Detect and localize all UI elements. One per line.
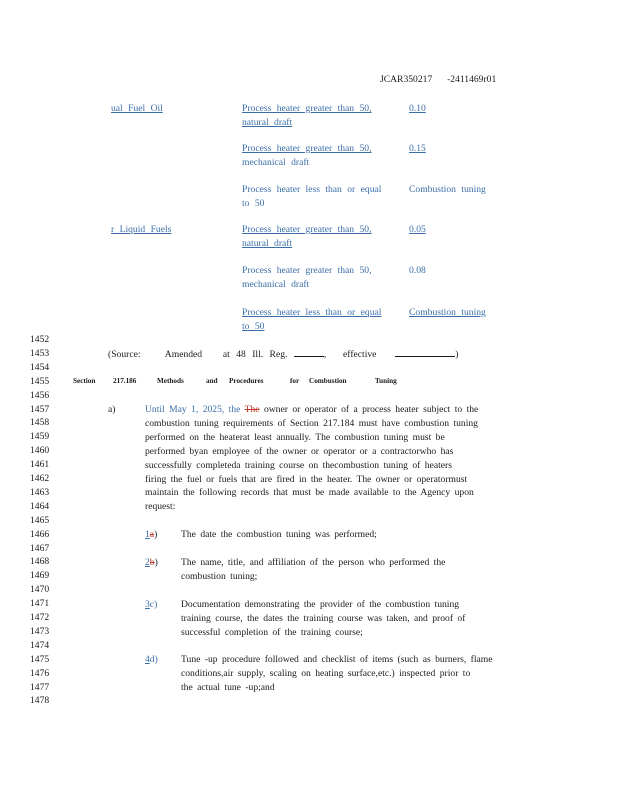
item-text bbox=[181, 598, 465, 640]
item-marker bbox=[145, 556, 158, 569]
item-line: The date the combustion tuning was performed; bbox=[181, 529, 377, 540]
line-number: 1454 bbox=[30, 361, 50, 373]
item-close: ) bbox=[154, 557, 158, 568]
line-number: 1461 bbox=[30, 459, 50, 471]
table-cell-process: Process heater less than or equal bbox=[242, 184, 382, 195]
table-cell-process: natural draft bbox=[242, 238, 293, 249]
paragraph-line: request: bbox=[145, 501, 176, 513]
item-new-number: 4 bbox=[145, 654, 150, 665]
item-line: Tune -up procedure followed and checklist of items (such as burners, flame bbox=[181, 654, 493, 665]
item-line: Documentation demonstrating the provider of the combustion tuning bbox=[181, 599, 460, 610]
line-number: 1460 bbox=[30, 445, 50, 457]
table-cell-value: 0.15 bbox=[409, 143, 426, 154]
line-number: 1463 bbox=[30, 486, 50, 498]
table-cell-fuel: r Liquid Fuels bbox=[111, 224, 172, 235]
line-number: 1470 bbox=[30, 584, 50, 596]
paragraph-line: performed on the heaterat least annually. The combustion tuning must be bbox=[145, 431, 445, 443]
doc-revision: -2411469r01 bbox=[447, 74, 497, 85]
line-number: 1465 bbox=[30, 514, 50, 526]
item-text bbox=[181, 653, 493, 695]
section-title-word: Procedures bbox=[229, 377, 264, 385]
item-old-number: d bbox=[149, 654, 155, 665]
section-number: 217.186 bbox=[113, 377, 137, 385]
table-cell-process: mechanical draft bbox=[242, 157, 310, 168]
item-new-number: 1 bbox=[145, 529, 150, 540]
item-line: the actual tune -up;and bbox=[181, 681, 275, 693]
table-cell-process: Process heater greater than 50, bbox=[242, 224, 372, 235]
source-close: ) bbox=[455, 349, 459, 360]
inserted-text: Until May 1, 2025, the bbox=[145, 404, 241, 415]
item-marker bbox=[145, 598, 157, 611]
item-line: combustion tuning; bbox=[181, 570, 258, 582]
line-number: 1459 bbox=[30, 431, 50, 443]
line-number: 1472 bbox=[30, 612, 50, 623]
source-amended: Amended bbox=[164, 349, 203, 360]
line-number: 1471 bbox=[30, 598, 50, 610]
table-cell-process: Process heater greater than 50, bbox=[242, 143, 372, 154]
item-new-number: 2 bbox=[145, 557, 150, 568]
source-note bbox=[108, 347, 458, 361]
paragraph-line: successfully completeda training course on thecombustion tuning of heaters bbox=[145, 459, 452, 471]
line-number: 1473 bbox=[30, 625, 50, 637]
paragraph-line: maintain the following records that must be made available to the Agency upon bbox=[145, 487, 474, 499]
item-line: training course, the dates the training course was taken, and proof of bbox=[181, 612, 466, 624]
item-new-number: 3 bbox=[145, 599, 150, 610]
table-cell-process: mechanical draft bbox=[242, 279, 310, 290]
line-number: 1469 bbox=[30, 570, 50, 582]
table-cell-process: to 50 bbox=[242, 198, 265, 209]
item-marker bbox=[145, 653, 158, 666]
source-prefix: (Source: bbox=[108, 349, 141, 360]
line-number: 1462 bbox=[30, 473, 50, 484]
table-cell-value: 0.05 bbox=[409, 224, 426, 235]
table-cell-process: to 50 bbox=[242, 321, 265, 332]
item-line: The name, title, and affiliation of the person who performed the bbox=[181, 557, 446, 568]
item-old-number: c bbox=[149, 599, 155, 610]
table-cell-process: Process heater greater than 50, bbox=[242, 265, 372, 276]
line-number: 1477 bbox=[30, 681, 50, 693]
line-number: 1475 bbox=[30, 653, 50, 665]
source-comma: , bbox=[323, 349, 327, 360]
table-cell-fuel: ual Fuel Oil bbox=[111, 103, 163, 114]
line-number: 1455 bbox=[30, 375, 50, 387]
paragraph-a-label: a) bbox=[108, 404, 116, 415]
line-number: 1468 bbox=[30, 556, 50, 568]
paragraph-line: performed byan employee of the owner or operator or a contractorwho has bbox=[145, 445, 454, 457]
item-marker bbox=[145, 528, 157, 541]
line-number: 1457 bbox=[30, 403, 50, 415]
paragraph-line: firing the fuel or fuels that are fired in the heater. The owner or operatormust bbox=[145, 473, 468, 485]
item-close: ) bbox=[154, 599, 158, 610]
doc-id: JCAR350217 bbox=[380, 74, 433, 85]
line-number: 1478 bbox=[30, 695, 50, 707]
section-title-word: Combustion bbox=[309, 377, 347, 385]
line-number: 1453 bbox=[30, 347, 50, 359]
source-register: at 48 Ill. Reg. bbox=[222, 349, 288, 360]
section-title-word: Methods bbox=[157, 377, 184, 385]
item-old-number: a bbox=[149, 529, 155, 540]
table-cell-value: 0.08 bbox=[409, 265, 426, 276]
section-title-word: and bbox=[206, 377, 218, 385]
line-number: 1464 bbox=[30, 500, 50, 512]
paragraph-line bbox=[145, 403, 535, 417]
item-close: ) bbox=[154, 529, 158, 540]
line-number: 1458 bbox=[30, 417, 50, 429]
line-number: 1456 bbox=[30, 389, 50, 401]
paragraph-a bbox=[145, 403, 535, 514]
effective-blank bbox=[395, 347, 455, 357]
item-text bbox=[181, 528, 377, 542]
line-number: 1467 bbox=[30, 542, 50, 554]
item-line: conditions,air supply, scaling on heating surface,etc.) inspected prior to bbox=[181, 667, 471, 679]
line-number: 1466 bbox=[30, 528, 50, 540]
table-cell-value: Combustion tuning bbox=[409, 307, 486, 318]
source-effective: effective bbox=[343, 349, 377, 360]
table-cell-process: Process heater less than or equal bbox=[242, 307, 382, 318]
section-title-word: for bbox=[290, 377, 300, 385]
paragraph-line: combustion tuning requirements of Section 217.184 must have combustion tuning bbox=[145, 417, 478, 429]
table-cell-value: Combustion tuning bbox=[409, 184, 486, 195]
document-id bbox=[380, 73, 496, 86]
table-cell-value: 0.10 bbox=[409, 103, 426, 114]
paragraph-text: owner or operator of a process heater subject to the bbox=[259, 404, 479, 415]
register-blank bbox=[294, 347, 324, 357]
item-close: ) bbox=[154, 654, 158, 665]
section-title-word: Tuning bbox=[375, 377, 397, 385]
line-number: 1476 bbox=[30, 667, 50, 679]
item-text bbox=[181, 556, 445, 584]
section-label: Section bbox=[73, 377, 96, 385]
table-cell-process: natural draft bbox=[242, 117, 293, 128]
item-line: successful completion of the training course; bbox=[181, 626, 363, 638]
line-number: 1452 bbox=[30, 334, 50, 345]
item-old-number: b bbox=[149, 557, 155, 568]
deleted-text: The bbox=[244, 404, 260, 415]
table-cell-process: Process heater greater than 50, bbox=[242, 103, 372, 114]
line-number: 1474 bbox=[30, 639, 50, 651]
